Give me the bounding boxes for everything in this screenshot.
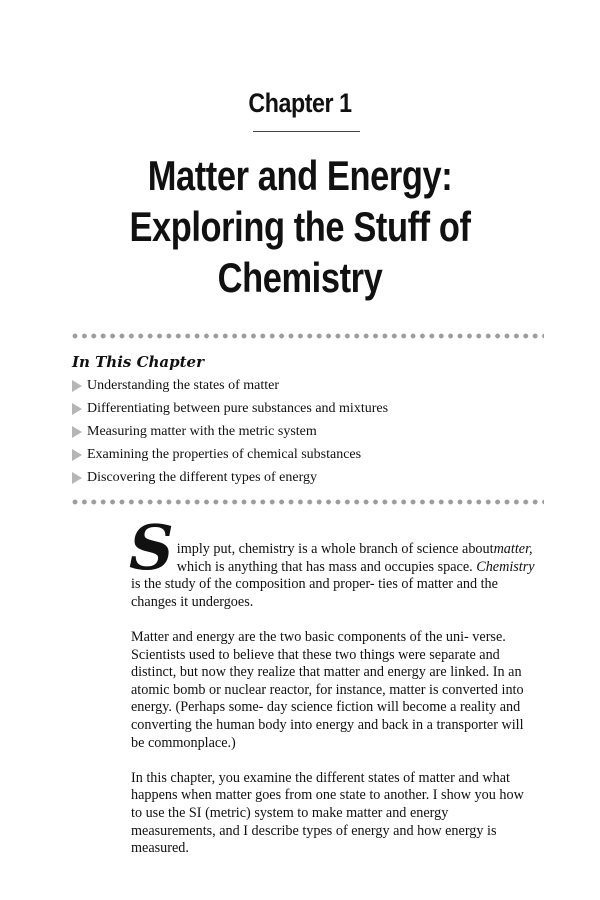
chapter-underline bbox=[253, 131, 360, 132]
paragraph-lead-text: imply put, chemistry is a whole branch of science about bbox=[176, 541, 494, 557]
body-paragraph-2: Matter and energy are the two basic components of the uni- verse. Scientists used to believe that these two things were separate and distinct, but now they realize that matter and energy are linked. In an atomic bomb or nuclear reactor, for instance, matter is converted into energy. (Perhaps some- day science fiction will become a reality and converting the human body into energy and back in a transporter will be commonplace.) bbox=[131, 628, 524, 751]
paragraph-text: is the study of the composition and proper- ties of matter and the changes it undergoes. bbox=[131, 576, 498, 610]
chapter-title bbox=[54, 150, 546, 303]
chapter-body bbox=[129, 511, 535, 875]
body-paragraph-3: In this chapter, you examine the different states of matter and what happens when matter goes from one state to another. I show you how to use the SI (metric) system to make matter and energy measurements, and I describe types of energy and how energy is measured. bbox=[131, 769, 524, 857]
dotted-divider-bottom bbox=[72, 499, 544, 505]
paragraph-text: which is anything that has mass and occupies space. bbox=[176, 558, 477, 575]
list-item bbox=[72, 466, 388, 489]
in-this-chapter-heading: In This Chapter bbox=[72, 353, 205, 371]
list-item bbox=[72, 374, 388, 397]
chapter-title-line-2: Exploring the Stuff of bbox=[129, 203, 471, 250]
term-matter: matter, bbox=[493, 541, 533, 557]
arrow-bullet-icon bbox=[72, 426, 82, 438]
topic-text: Examining the properties of chemical substances bbox=[87, 447, 362, 462]
topic-text: Discovering the different types of energy bbox=[87, 470, 318, 485]
chapter-label: Chapter 1 bbox=[248, 88, 352, 118]
chapter-title-line-3: Chemistry bbox=[217, 254, 383, 301]
term-chemistry: Chemistry bbox=[476, 558, 535, 575]
list-item bbox=[72, 420, 388, 443]
topic-text: Differentiating between pure substances and mixtures bbox=[87, 401, 389, 416]
drop-cap: S bbox=[129, 511, 174, 584]
topic-text: Understanding the states of matter bbox=[87, 378, 280, 393]
arrow-bullet-icon bbox=[72, 449, 82, 461]
list-item bbox=[72, 397, 388, 420]
arrow-bullet-icon bbox=[72, 472, 82, 484]
body-paragraph-1 bbox=[129, 511, 535, 611]
dotted-divider-top bbox=[72, 333, 544, 339]
arrow-bullet-icon bbox=[72, 403, 82, 415]
chapter-topics-list bbox=[72, 374, 388, 489]
arrow-bullet-icon bbox=[72, 380, 82, 392]
list-item bbox=[72, 443, 388, 466]
chapter-title-line-1: Matter and Energy: bbox=[147, 152, 453, 199]
topic-text: Measuring matter with the metric system bbox=[87, 424, 317, 439]
